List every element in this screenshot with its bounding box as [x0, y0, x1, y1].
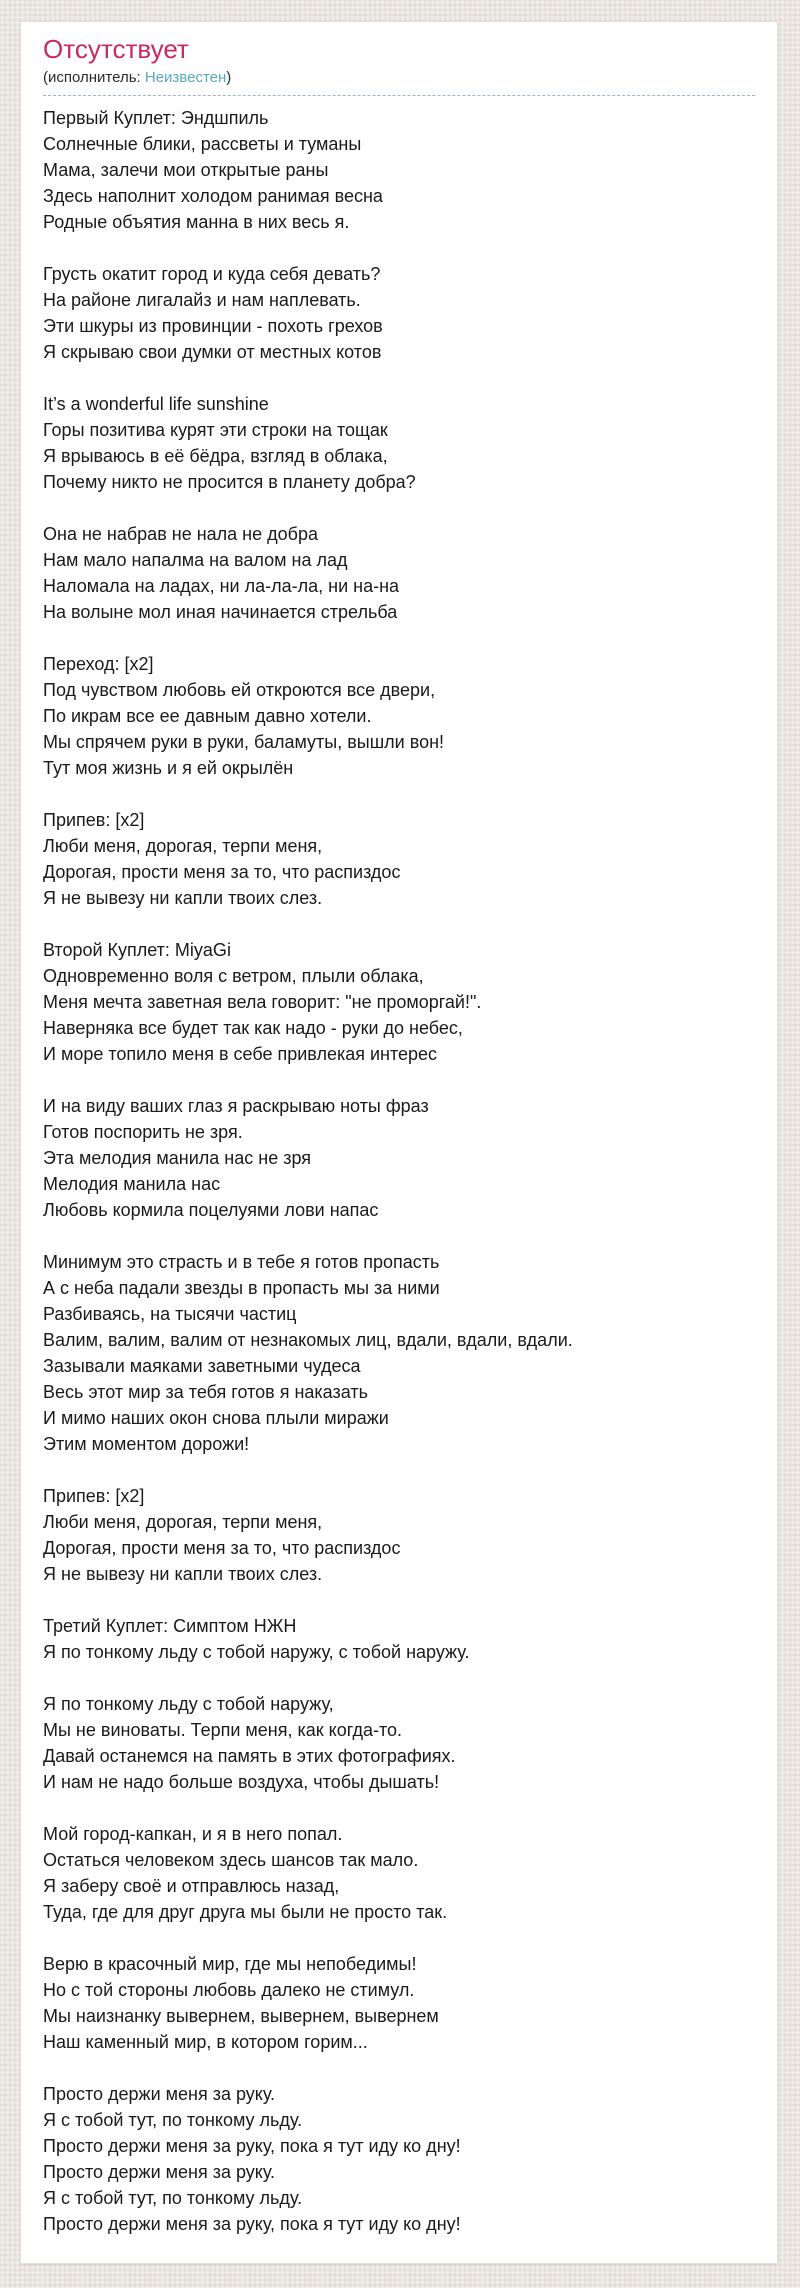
lyrics-line: Просто держи меня за руку, пока я тут иду ко дну!: [43, 2136, 461, 2156]
lyrics-line: Я с тобой тут, по тонкому льду.: [43, 2188, 303, 2208]
lyrics-line: И мимо наших окон снова плыли миражи: [43, 1408, 389, 1428]
lyrics-line: И на виду ваших глаз я раскрываю ноты фраз: [43, 1096, 429, 1116]
lyrics-line: Она не набрав не нала не добра: [43, 524, 318, 544]
song-header: [43, 34, 755, 96]
lyrics-line: И нам не надо больше воздуха, чтобы дышать!: [43, 1772, 440, 1792]
lyrics-stanza: [43, 651, 755, 781]
lyrics-stanza: [43, 1821, 755, 1925]
lyrics-line: Минимум это страсть и в тебе я готов пропасть: [43, 1252, 440, 1272]
lyrics-stanza: [43, 1093, 755, 1223]
lyrics-line: Туда, где для друг друга мы были не просто так.: [43, 1902, 448, 1922]
lyrics-stanza: [43, 521, 755, 625]
lyrics-line: Припев: [x2]: [43, 810, 145, 830]
song-title: Отсутствует: [43, 34, 189, 64]
lyrics-line: Припев: [x2]: [43, 1486, 145, 1506]
lyrics-line: На волыне мол иная начинается стрельба: [43, 602, 398, 622]
lyrics-line: Разбиваясь, на тысячи частиц: [43, 1304, 297, 1324]
lyrics-line: Меня мечта заветная вела говорит: "не проморгай!".: [43, 992, 482, 1012]
lyrics-card: [20, 21, 778, 2264]
lyrics-line: Я не вывезу ни капли твоих слез.: [43, 888, 323, 908]
artist-line: [43, 68, 755, 88]
lyrics-line: На районе лигалайз и нам наплевать.: [43, 290, 361, 310]
lyrics-text: [43, 105, 755, 2237]
lyrics-line: Дорогая, прости меня за то, что распиздос: [43, 1538, 401, 1558]
lyrics-line: Мы не виноваты. Терпи меня, как когда-то.: [43, 1720, 403, 1740]
artist-label-suffix: ): [226, 69, 232, 86]
lyrics-line: Просто держи меня за руку.: [43, 2162, 276, 2182]
lyrics-line: Люби меня, дорогая, терпи меня,: [43, 836, 323, 856]
lyrics-line: Весь этот мир за тебя готов я наказать: [43, 1382, 368, 1402]
lyrics-stanza: [43, 1691, 755, 1795]
artist-link[interactable]: Неизвестен: [144, 69, 227, 86]
lyrics-line: Наш каменный мир, в котором горим...: [43, 2032, 368, 2052]
lyrics-line: Эти шкуры из провинции - похоть грехов: [43, 316, 383, 336]
lyrics-stanza: [43, 2081, 755, 2237]
lyrics-line: Готов поспорить не зря.: [43, 1122, 243, 1142]
lyrics-line: Зазывали маяками заветными чудеса: [43, 1356, 361, 1376]
lyrics-stanza: [43, 261, 755, 365]
lyrics-line: Я заберу своё и отправлюсь назад,: [43, 1876, 340, 1896]
lyrics-line: Наверняка все будет так как надо - руки до небес,: [43, 1018, 463, 1038]
lyrics-line: Наломала на ладах, ни ла-ла-ла, ни на-на: [43, 576, 400, 596]
lyrics-line: По икрам все ее давным давно хотели.: [43, 706, 372, 726]
lyrics-line: Мелодия манила нас: [43, 1174, 221, 1194]
lyrics-line: Солнечные блики, рассветы и туманы: [43, 134, 362, 154]
lyrics-line: Я врываюсь в её бёдра, взгляд в облака,: [43, 446, 388, 466]
lyrics-line: Я по тонкому льду с тобой наружу,: [43, 1694, 334, 1714]
lyrics-line: Я с тобой тут, по тонкому льду.: [43, 2110, 303, 2130]
lyrics-line: Мы спрячем руки в руки, баламуты, вышли вон!: [43, 732, 445, 752]
lyrics-stanza: [43, 807, 755, 911]
lyrics-line: Люби меня, дорогая, терпи меня,: [43, 1512, 323, 1532]
lyrics-line: Мой город-капкан, и я в него попал.: [43, 1824, 343, 1844]
lyrics-line: Верю в красочный мир, где мы непобедимы!: [43, 1954, 417, 1974]
lyrics-stanza: [43, 1249, 755, 1457]
lyrics-line: Просто держи меня за руку, пока я тут иду ко дну!: [43, 2214, 461, 2234]
lyrics-line: Под чувством любовь ей откроются все двери,: [43, 680, 436, 700]
lyrics-line: Я не вывезу ни капли твоих слез.: [43, 1564, 323, 1584]
lyrics-line: Остаться человеком здесь шансов так мало.: [43, 1850, 419, 1870]
lyrics-line: Одновременно воля с ветром, плыли облака,: [43, 966, 424, 986]
lyrics-line: Родные объятия манна в них весь я.: [43, 212, 350, 232]
lyrics-line: Почему никто не просится в планету добра?: [43, 472, 416, 492]
lyrics-line: Нам мало напалма на валом на лад: [43, 550, 348, 570]
lyrics-line: Здесь наполнит холодом ранимая весна: [43, 186, 383, 206]
lyrics-line: Третий Куплет: Симптом НЖН: [43, 1616, 297, 1636]
artist-label: (исполнитель:: [43, 69, 145, 86]
lyrics-line: Грусть окатит город и куда себя девать?: [43, 264, 381, 284]
lyrics-stanza: [43, 937, 755, 1067]
lyrics-line: Дорогая, прости меня за то, что распиздос: [43, 862, 401, 882]
lyrics-line: It’s a wonderful life sunshine: [43, 394, 269, 414]
lyrics-stanza: [43, 1613, 755, 1665]
lyrics-line: Мы наизнанку вывернем, вывернем, вывернем: [43, 2006, 439, 2026]
lyrics-stanza: [43, 1483, 755, 1587]
lyrics-line: Но с той стороны любовь далеко не стимул.: [43, 1980, 415, 2000]
lyrics-stanza: [43, 1951, 755, 2055]
lyrics-line: Давай останемся на память в этих фотографиях.: [43, 1746, 456, 1766]
lyrics-line: Просто держи меня за руку.: [43, 2084, 276, 2104]
lyrics-line: Горы позитива курят эти строки на тощак: [43, 420, 388, 440]
lyrics-stanza: [43, 105, 755, 235]
lyrics-line: Первый Куплет: Эндшпиль: [43, 108, 269, 128]
lyrics-line: Этим моментом дорожи!: [43, 1434, 250, 1454]
lyrics-line: А с неба падали звезды в пропасть мы за ними: [43, 1278, 440, 1298]
lyrics-line: Тут моя жизнь и я ей окрылён: [43, 758, 294, 778]
lyrics-line: Я скрываю свои думки от местных котов: [43, 342, 382, 362]
lyrics-stanza: [43, 391, 755, 495]
lyrics-line: Мама, залечи мои открытые раны: [43, 160, 329, 180]
lyrics-line: Переход: [x2]: [43, 654, 154, 674]
lyrics-line: Любовь кормила поцелуями лови напас: [43, 1200, 379, 1220]
lyrics-line: Второй Куплет: MiyaGi: [43, 940, 231, 960]
lyrics-line: Валим, валим, валим от незнакомых лиц, вдали, вдали, вдали.: [43, 1330, 573, 1350]
lyrics-line: И море топило меня в себе привлекая интерес: [43, 1044, 438, 1064]
lyrics-line: Я по тонкому льду с тобой наружу, с тобой наружу.: [43, 1642, 470, 1662]
lyrics-line: Эта мелодия манила нас не зря: [43, 1148, 312, 1168]
